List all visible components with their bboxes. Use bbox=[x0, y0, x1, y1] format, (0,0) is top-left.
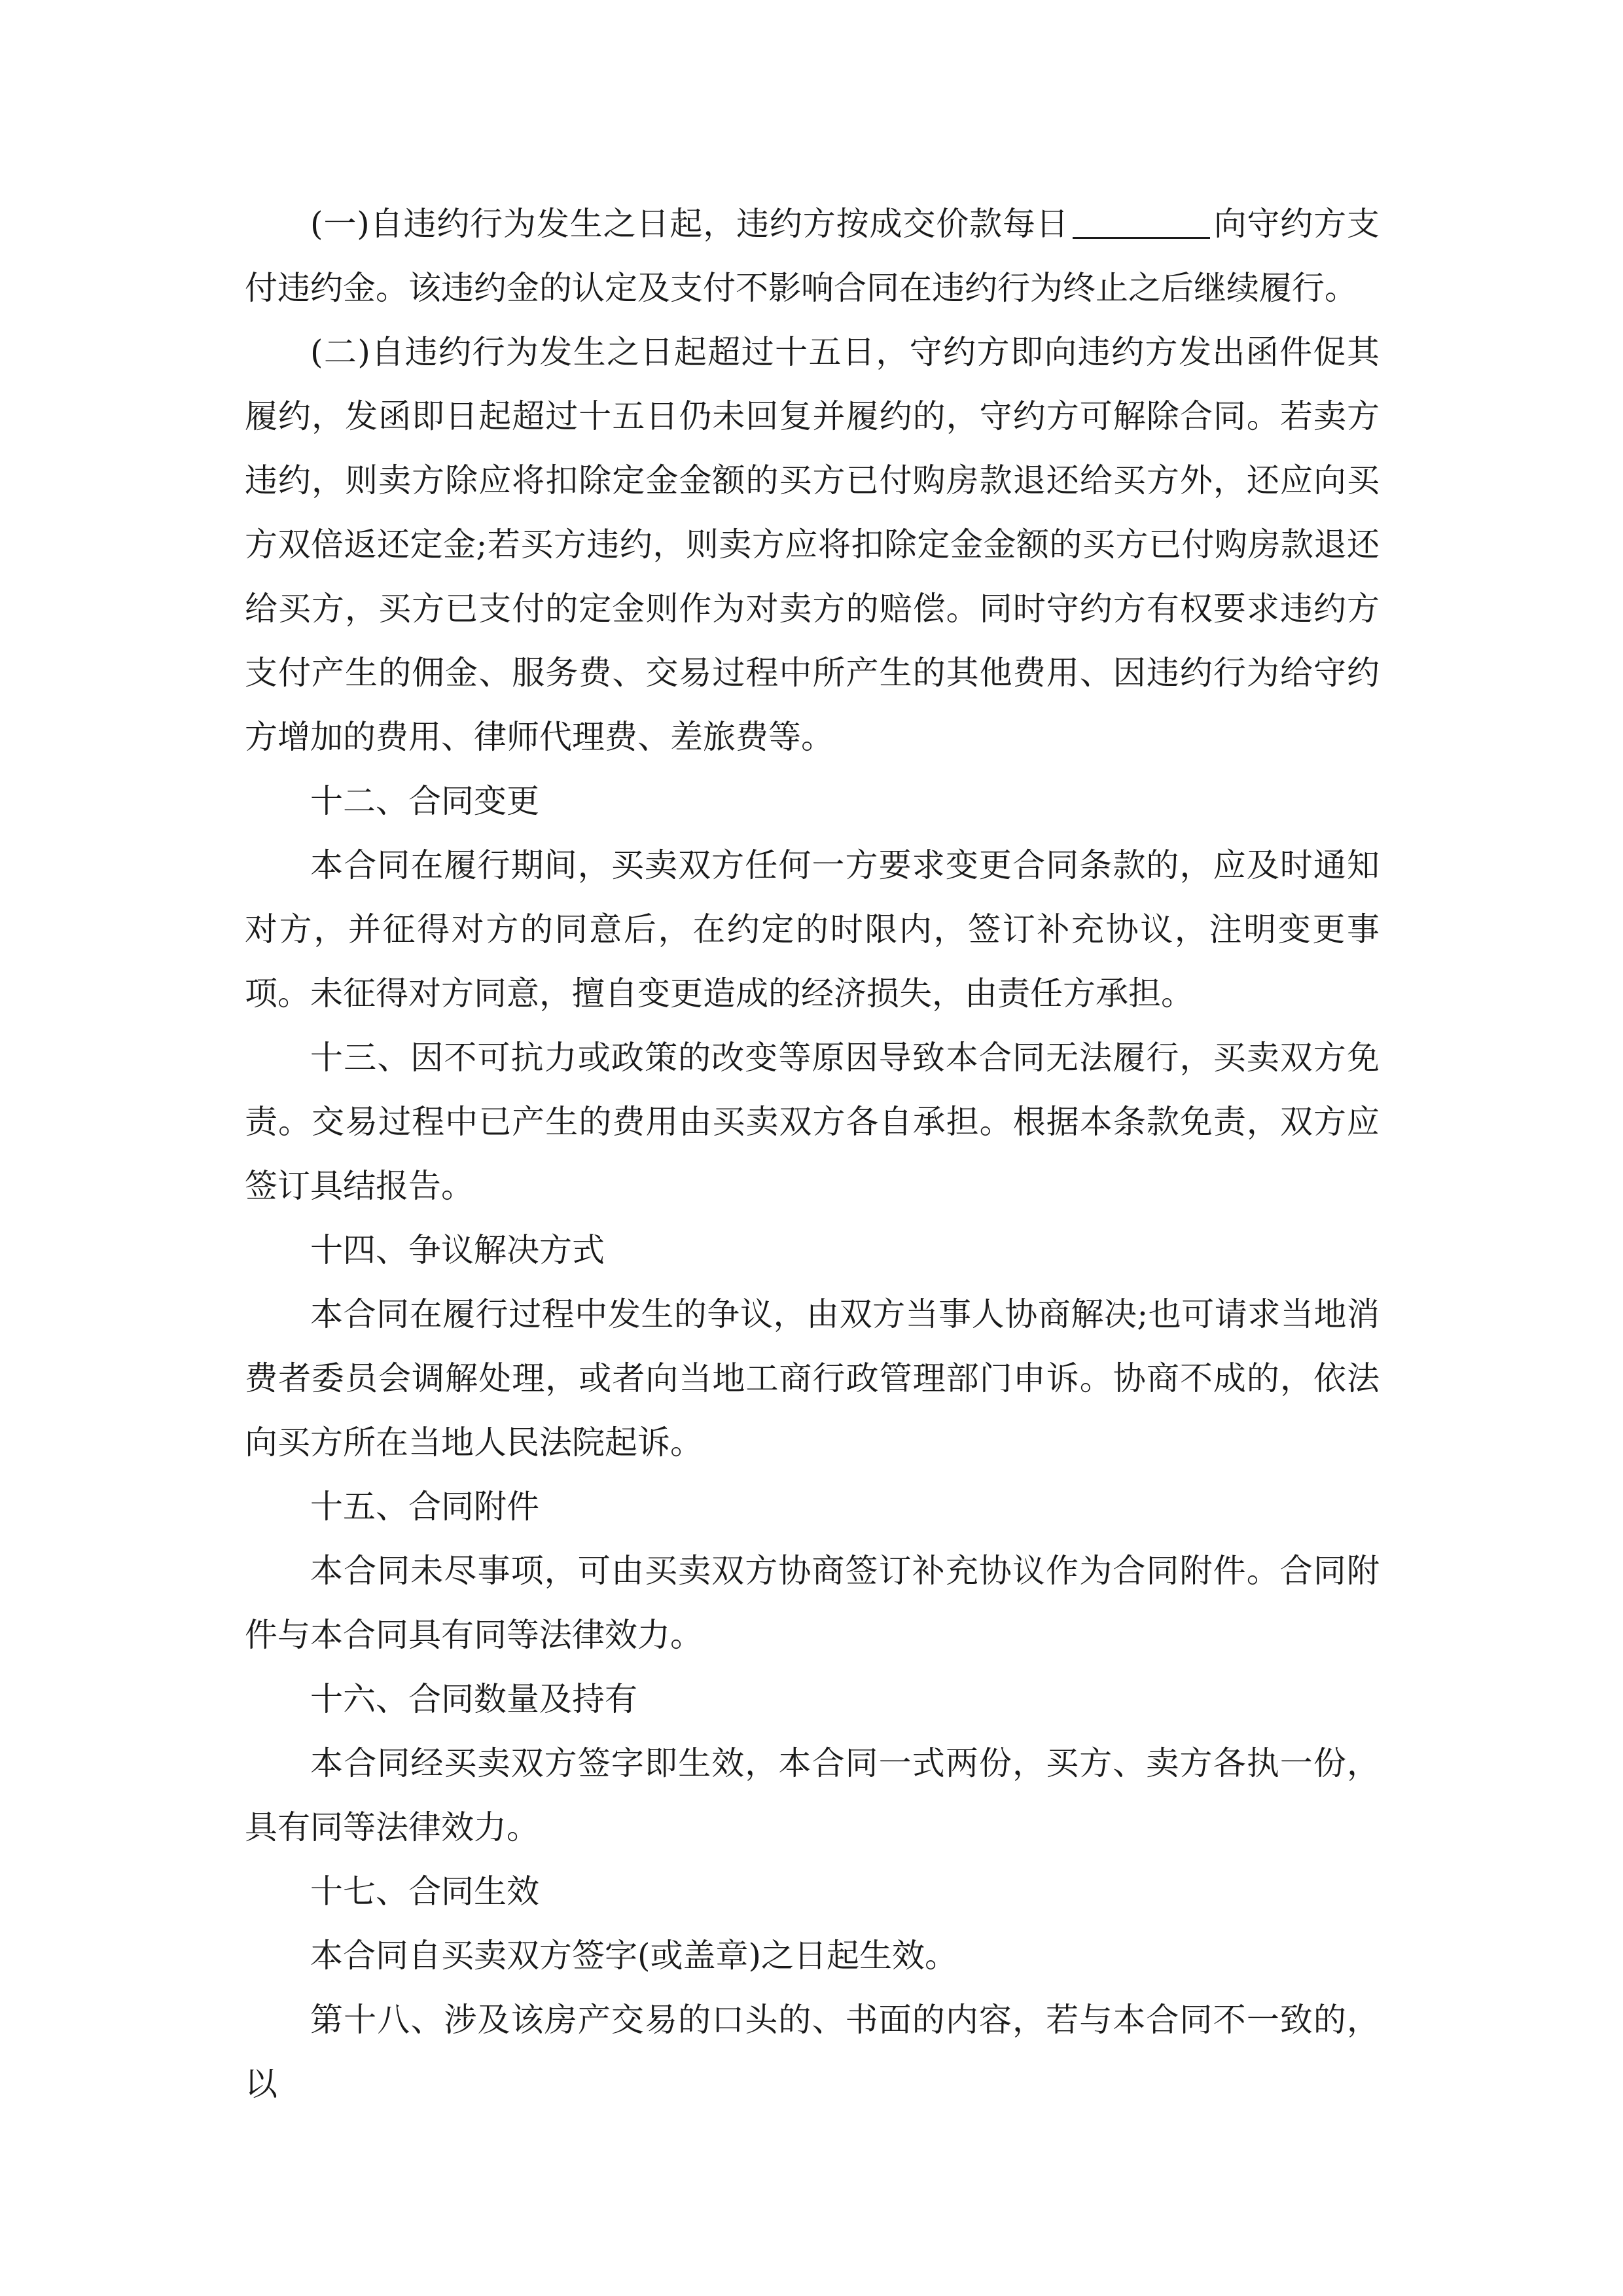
document-body bbox=[245, 192, 1380, 2116]
clause-15-heading: 十五、合同附件 bbox=[310, 1488, 539, 1526]
clause-17-body: 本合同自买卖双方签字(或盖章)之日起生效。 bbox=[310, 1937, 958, 1975]
clause-16-heading: 十六、合同数量及持有 bbox=[310, 1680, 637, 1718]
clause-14-body: 本合同在履行过程中发生的争议，由双方当事人协商解决;也可请求当地消费者委员会调解处理，或者向当地工商行政管理部门申诉。协商不成的，依法向买方所在当地人民法院起诉。 bbox=[245, 1295, 1380, 1462]
clause-15-body: 本合同未尽事项，可由买卖双方协商签订补充协议作为合同附件。合同附件与本合同具有同等法律效力。 bbox=[245, 1552, 1380, 1654]
clause-13-body: 十三、因不可抗力或政策的改变等原因导致本合同无法履行，买卖双方免责。交易过程中已产生的费用由买卖双方各自承担。根据本条款免责，双方应签订具结报告。 bbox=[245, 1039, 1380, 1205]
clause-11-item-1 bbox=[245, 192, 1380, 320]
clause-14-heading: 十四、争议解决方式 bbox=[310, 1231, 605, 1269]
clause-18-body: 第十八、涉及该房产交易的口头的、书面的内容，若与本合同不一致的，以 bbox=[245, 2001, 1380, 2103]
clause-11-item-1-text-a: (一)自违约行为发生之日起，违约方按成交价款每日 bbox=[310, 205, 1069, 243]
penalty-rate-blank bbox=[1073, 204, 1210, 239]
clause-16-body: 本合同经买卖双方签字即生效，本合同一式两份，买方、卖方各执一份，具有同等法律效力。 bbox=[245, 1744, 1380, 1846]
clause-11-item-1-text-b: 向守约方支付违约金。该违约金的认定及支付不影响合同在违约行为终止之后继续履行。 bbox=[245, 205, 1380, 307]
clause-11-item-2: (二)自违约行为发生之日起超过十五日，守约方即向违约方发出函件促其履约，发函即日起超过十五日仍未回复并履约的，守约方可解除合同。若卖方违约，则卖方除应将扣除定金金额的买方已付购房款退还给买方外，还应向买方双倍返还定金;若买方违约，则卖方应将扣除定金金额的买方已付购房款退还给买方，买方已支付的定金则作为对卖方的赔偿。同时守约方有权要求违约方支付产生的佣金、服务费、交易过程中所产生的其他费用、因违约行为给守约方增加的费用、律师代理费、差旅费等。 bbox=[245, 333, 1380, 756]
clause-17-heading: 十七、合同生效 bbox=[310, 1873, 539, 1910]
clause-12-body: 本合同在履行期间，买卖双方任何一方要求变更合同条款的，应及时通知对方，并征得对方的同意后，在约定的时限内，签订补充协议，注明变更事项。未征得对方同意，擅自变更造成的经济损失，由责任方承担。 bbox=[245, 846, 1380, 1013]
clause-12-heading: 十二、合同变更 bbox=[310, 782, 539, 820]
